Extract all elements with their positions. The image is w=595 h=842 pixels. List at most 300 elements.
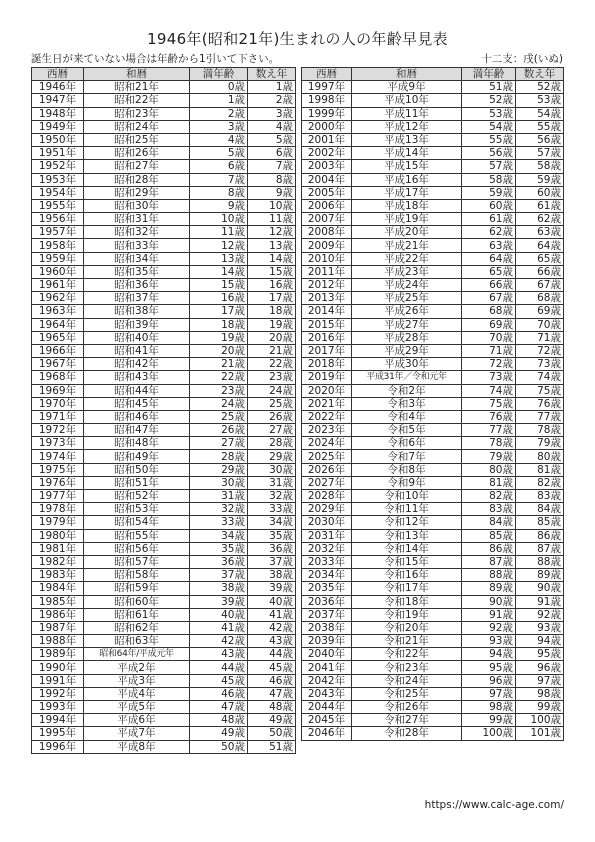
cell-seireki: 2006年: [302, 199, 352, 212]
cell-seireki: 1968年: [32, 371, 84, 384]
cell-kazoe-doshi: 68歳: [516, 292, 564, 305]
cell-man-nenrei: 95歳: [462, 661, 516, 674]
table-row: [302, 542, 564, 555]
table-row: [32, 476, 296, 489]
cell-wareki: 昭和24年: [84, 120, 190, 133]
table-row: [302, 714, 564, 727]
cell-seireki: 2013年: [302, 292, 352, 305]
cell-man-nenrei: 48歳: [190, 714, 248, 727]
cell-kazoe-doshi: 24歳: [248, 384, 296, 397]
cell-kazoe-doshi: 93歳: [516, 621, 564, 634]
cell-kazoe-doshi: 70歳: [516, 318, 564, 331]
cell-wareki: 平成14年: [352, 147, 462, 160]
cell-man-nenrei: 75歳: [462, 397, 516, 410]
cell-man-nenrei: 73歳: [462, 371, 516, 384]
header-seireki: 西暦: [302, 68, 352, 81]
cell-wareki: 昭和55年: [84, 529, 190, 542]
table-row: [32, 674, 296, 687]
cell-wareki: 昭和38年: [84, 305, 190, 318]
table-row: [32, 555, 296, 568]
cell-kazoe-doshi: 20歳: [248, 331, 296, 344]
table-row: [302, 94, 564, 107]
cell-wareki: 令和3年: [352, 397, 462, 410]
cell-seireki: 1973年: [32, 437, 84, 450]
cell-kazoe-doshi: 27歳: [248, 424, 296, 437]
cell-wareki: 平成24年: [352, 279, 462, 292]
cell-wareki: 昭和46年: [84, 410, 190, 423]
cell-kazoe-doshi: 46歳: [248, 674, 296, 687]
cell-man-nenrei: 55歳: [462, 133, 516, 146]
age-table-left: [31, 67, 296, 754]
cell-man-nenrei: 64歳: [462, 252, 516, 265]
cell-seireki: 2043年: [302, 687, 352, 700]
table-row: [32, 186, 296, 199]
cell-wareki: 令和11年: [352, 503, 462, 516]
table-row: [32, 173, 296, 186]
table-row: [302, 384, 564, 397]
table-row: [302, 186, 564, 199]
cell-kazoe-doshi: 44歳: [248, 648, 296, 661]
cell-man-nenrei: 32歳: [190, 503, 248, 516]
cell-man-nenrei: 26歳: [190, 424, 248, 437]
cell-wareki: 昭和43年: [84, 371, 190, 384]
cell-seireki: 1986年: [32, 608, 84, 621]
cell-man-nenrei: 29歳: [190, 463, 248, 476]
table-row: [32, 595, 296, 608]
cell-seireki: 2016年: [302, 331, 352, 344]
cell-wareki: 昭和36年: [84, 279, 190, 292]
cell-seireki: 1995年: [32, 727, 84, 740]
cell-kazoe-doshi: 26歳: [248, 410, 296, 423]
cell-seireki: 2046年: [302, 727, 352, 740]
cell-kazoe-doshi: 2歳: [248, 94, 296, 107]
cell-kazoe-doshi: 75歳: [516, 384, 564, 397]
table-row: [32, 305, 296, 318]
table-row: [32, 358, 296, 371]
cell-seireki: 1965年: [32, 331, 84, 344]
cell-seireki: 1966年: [32, 344, 84, 357]
cell-wareki: 平成23年: [352, 265, 462, 278]
table-row: [302, 450, 564, 463]
table-row: [302, 226, 564, 239]
cell-seireki: 2026年: [302, 463, 352, 476]
cell-wareki: 令和19年: [352, 608, 462, 621]
cell-kazoe-doshi: 15歳: [248, 265, 296, 278]
cell-wareki: 平成22年: [352, 252, 462, 265]
table-row: [32, 160, 296, 173]
cell-man-nenrei: 91歳: [462, 608, 516, 621]
table-row: [302, 463, 564, 476]
cell-seireki: 1978年: [32, 503, 84, 516]
header-seireki: 西暦: [32, 68, 84, 81]
cell-kazoe-doshi: 31歳: [248, 476, 296, 489]
cell-man-nenrei: 51歳: [462, 81, 516, 94]
cell-seireki: 2027年: [302, 476, 352, 489]
table-row: [32, 424, 296, 437]
cell-wareki: 平成7年: [84, 727, 190, 740]
cell-seireki: 2031年: [302, 529, 352, 542]
cell-man-nenrei: 37歳: [190, 569, 248, 582]
cell-wareki: 昭和56年: [84, 542, 190, 555]
cell-seireki: 1987年: [32, 621, 84, 634]
cell-kazoe-doshi: 86歳: [516, 529, 564, 542]
cell-wareki: 昭和25年: [84, 133, 190, 146]
cell-seireki: 1960年: [32, 265, 84, 278]
cell-man-nenrei: 79歳: [462, 450, 516, 463]
cell-seireki: 2045年: [302, 714, 352, 727]
cell-kazoe-doshi: 66歳: [516, 265, 564, 278]
table-row: [302, 621, 564, 634]
cell-man-nenrei: 38歳: [190, 582, 248, 595]
cell-man-nenrei: 52歳: [462, 94, 516, 107]
cell-seireki: 1957年: [32, 226, 84, 239]
cell-man-nenrei: 53歳: [462, 107, 516, 120]
zodiac-label: 十二支：戌(いぬ): [481, 53, 563, 65]
header-kazoe-doshi: 数え年: [248, 68, 296, 81]
cell-wareki: 令和16年: [352, 569, 462, 582]
table-row: [302, 160, 564, 173]
cell-wareki: 平成13年: [352, 133, 462, 146]
cell-man-nenrei: 16歳: [190, 292, 248, 305]
cell-man-nenrei: 89歳: [462, 582, 516, 595]
cell-seireki: 2019年: [302, 371, 352, 384]
cell-kazoe-doshi: 52歳: [516, 81, 564, 94]
table-row: [302, 133, 564, 146]
cell-man-nenrei: 62歳: [462, 226, 516, 239]
cell-kazoe-doshi: 55歳: [516, 120, 564, 133]
cell-man-nenrei: 10歳: [190, 213, 248, 226]
table-row: [32, 292, 296, 305]
cell-kazoe-doshi: 63歳: [516, 226, 564, 239]
table-row: [32, 94, 296, 107]
cell-man-nenrei: 56歳: [462, 147, 516, 160]
cell-wareki: 令和2年: [352, 384, 462, 397]
cell-man-nenrei: 70歳: [462, 331, 516, 344]
cell-wareki: 令和23年: [352, 661, 462, 674]
table-row: [32, 582, 296, 595]
cell-seireki: 2005年: [302, 186, 352, 199]
cell-seireki: 1949年: [32, 120, 84, 133]
cell-kazoe-doshi: 83歳: [516, 490, 564, 503]
cell-kazoe-doshi: 39歳: [248, 582, 296, 595]
cell-kazoe-doshi: 25歳: [248, 397, 296, 410]
cell-seireki: 2009年: [302, 239, 352, 252]
cell-man-nenrei: 20歳: [190, 344, 248, 357]
header-kazoe-doshi: 数え年: [516, 68, 564, 81]
table-row: [32, 331, 296, 344]
table-row: [32, 687, 296, 700]
cell-kazoe-doshi: 91歳: [516, 595, 564, 608]
cell-kazoe-doshi: 22歳: [248, 358, 296, 371]
page-title: 1946年(昭和21年)生まれの人の年齢早見表: [147, 30, 448, 48]
cell-seireki: 2044年: [302, 701, 352, 714]
cell-wareki: 平成21年: [352, 239, 462, 252]
cell-seireki: 1981年: [32, 542, 84, 555]
cell-man-nenrei: 90歳: [462, 595, 516, 608]
cell-man-nenrei: 44歳: [190, 661, 248, 674]
table-row: [302, 331, 564, 344]
cell-seireki: 1984年: [32, 582, 84, 595]
cell-wareki: 令和4年: [352, 410, 462, 423]
cell-wareki: 昭和52年: [84, 490, 190, 503]
cell-man-nenrei: 100歳: [462, 727, 516, 740]
cell-kazoe-doshi: 49歳: [248, 714, 296, 727]
cell-kazoe-doshi: 3歳: [248, 107, 296, 120]
cell-kazoe-doshi: 100歳: [516, 714, 564, 727]
cell-kazoe-doshi: 65歳: [516, 252, 564, 265]
cell-kazoe-doshi: 73歳: [516, 358, 564, 371]
table-row: [32, 120, 296, 133]
cell-seireki: 1947年: [32, 94, 84, 107]
header-man-nenrei: 満年齢: [462, 68, 516, 81]
cell-kazoe-doshi: 79歳: [516, 437, 564, 450]
table-row: [32, 701, 296, 714]
cell-wareki: 平成28年: [352, 331, 462, 344]
cell-kazoe-doshi: 58歳: [516, 160, 564, 173]
cell-man-nenrei: 57歳: [462, 160, 516, 173]
cell-man-nenrei: 18歳: [190, 318, 248, 331]
cell-man-nenrei: 86歳: [462, 542, 516, 555]
cell-kazoe-doshi: 14歳: [248, 252, 296, 265]
table-row: [32, 608, 296, 621]
cell-seireki: 1975年: [32, 463, 84, 476]
cell-kazoe-doshi: 60歳: [516, 186, 564, 199]
table-row: [32, 516, 296, 529]
cell-wareki: 平成19年: [352, 213, 462, 226]
cell-wareki: 昭和63年: [84, 635, 190, 648]
table-row: [302, 358, 564, 371]
table-row: [32, 279, 296, 292]
cell-man-nenrei: 68歳: [462, 305, 516, 318]
cell-wareki: 平成9年: [352, 81, 462, 94]
cell-kazoe-doshi: 71歳: [516, 331, 564, 344]
cell-seireki: 1985年: [32, 595, 84, 608]
cell-wareki: 昭和28年: [84, 173, 190, 186]
table-row: [32, 661, 296, 674]
cell-seireki: 1959年: [32, 252, 84, 265]
cell-man-nenrei: 5歳: [190, 147, 248, 160]
cell-man-nenrei: 27歳: [190, 437, 248, 450]
cell-man-nenrei: 67歳: [462, 292, 516, 305]
table-row: [32, 81, 296, 94]
cell-man-nenrei: 99歳: [462, 714, 516, 727]
cell-kazoe-doshi: 62歳: [516, 213, 564, 226]
table-row: [32, 569, 296, 582]
cell-man-nenrei: 17歳: [190, 305, 248, 318]
cell-seireki: 1997年: [302, 81, 352, 94]
table-row: [32, 740, 296, 753]
cell-wareki: 昭和32年: [84, 226, 190, 239]
cell-wareki: 昭和48年: [84, 437, 190, 450]
cell-kazoe-doshi: 84歳: [516, 503, 564, 516]
cell-man-nenrei: 92歳: [462, 621, 516, 634]
cell-man-nenrei: 6歳: [190, 160, 248, 173]
table-row: [302, 727, 564, 740]
cell-wareki: 令和25年: [352, 687, 462, 700]
cell-kazoe-doshi: 42歳: [248, 621, 296, 634]
cell-wareki: 平成5年: [84, 701, 190, 714]
cell-man-nenrei: 61歳: [462, 213, 516, 226]
table-row: [32, 384, 296, 397]
cell-wareki: 昭和27年: [84, 160, 190, 173]
cell-kazoe-doshi: 98歳: [516, 687, 564, 700]
cell-wareki: 昭和54年: [84, 516, 190, 529]
cell-man-nenrei: 45歳: [190, 674, 248, 687]
table-row: [302, 582, 564, 595]
cell-wareki: 平成12年: [352, 120, 462, 133]
table-row: [302, 674, 564, 687]
cell-wareki: 平成26年: [352, 305, 462, 318]
cell-kazoe-doshi: 13歳: [248, 239, 296, 252]
cell-kazoe-doshi: 7歳: [248, 160, 296, 173]
cell-seireki: 1961年: [32, 279, 84, 292]
table-row: [302, 252, 564, 265]
cell-man-nenrei: 80歳: [462, 463, 516, 476]
cell-wareki: 令和26年: [352, 701, 462, 714]
table-row: [302, 569, 564, 582]
cell-kazoe-doshi: 67歳: [516, 279, 564, 292]
cell-wareki: 平成20年: [352, 226, 462, 239]
table-row: [32, 542, 296, 555]
cell-man-nenrei: 87歳: [462, 555, 516, 568]
cell-seireki: 2021年: [302, 397, 352, 410]
table-row: [32, 490, 296, 503]
table-body-right: [302, 81, 564, 740]
cell-kazoe-doshi: 11歳: [248, 213, 296, 226]
cell-kazoe-doshi: 56歳: [516, 133, 564, 146]
cell-kazoe-doshi: 81歳: [516, 463, 564, 476]
table-row: [302, 199, 564, 212]
cell-wareki: 令和18年: [352, 595, 462, 608]
table-row: [32, 265, 296, 278]
cell-seireki: 2011年: [302, 265, 352, 278]
cell-man-nenrei: 25歳: [190, 410, 248, 423]
cell-seireki: 1952年: [32, 160, 84, 173]
cell-seireki: 1955年: [32, 199, 84, 212]
table-row: [302, 371, 564, 384]
cell-wareki: 昭和44年: [84, 384, 190, 397]
cell-wareki: 昭和35年: [84, 265, 190, 278]
table-row: [302, 516, 564, 529]
cell-seireki: 2020年: [302, 384, 352, 397]
table-row: [302, 239, 564, 252]
cell-man-nenrei: 12歳: [190, 239, 248, 252]
table-row: [32, 226, 296, 239]
cell-kazoe-doshi: 1歳: [248, 81, 296, 94]
cell-kazoe-doshi: 77歳: [516, 410, 564, 423]
cell-seireki: 1963年: [32, 305, 84, 318]
table-row: [32, 147, 296, 160]
cell-seireki: 1980年: [32, 529, 84, 542]
cell-kazoe-doshi: 5歳: [248, 133, 296, 146]
cell-man-nenrei: 88歳: [462, 569, 516, 582]
cell-kazoe-doshi: 89歳: [516, 569, 564, 582]
cell-seireki: 1988年: [32, 635, 84, 648]
table-row: [302, 648, 564, 661]
table-header-row: [302, 68, 564, 81]
cell-kazoe-doshi: 97歳: [516, 674, 564, 687]
cell-man-nenrei: 85歳: [462, 529, 516, 542]
cell-man-nenrei: 50歳: [190, 740, 248, 753]
cell-kazoe-doshi: 53歳: [516, 94, 564, 107]
cell-wareki: 平成4年: [84, 687, 190, 700]
cell-kazoe-doshi: 94歳: [516, 635, 564, 648]
cell-wareki: 令和12年: [352, 516, 462, 529]
table-row: [32, 635, 296, 648]
cell-wareki: 平成18年: [352, 199, 462, 212]
table-row: [302, 555, 564, 568]
cell-wareki: 平成29年: [352, 344, 462, 357]
cell-seireki: 2039年: [302, 635, 352, 648]
cell-wareki: 昭和62年: [84, 621, 190, 634]
cell-wareki: 昭和22年: [84, 94, 190, 107]
cell-seireki: 1970年: [32, 397, 84, 410]
table-row: [32, 727, 296, 740]
cell-seireki: 1951年: [32, 147, 84, 160]
cell-wareki: 令和24年: [352, 674, 462, 687]
cell-kazoe-doshi: 32歳: [248, 490, 296, 503]
cell-kazoe-doshi: 9歳: [248, 186, 296, 199]
cell-wareki: 令和7年: [352, 450, 462, 463]
table-row: [32, 213, 296, 226]
cell-wareki: 昭和34年: [84, 252, 190, 265]
cell-kazoe-doshi: 23歳: [248, 371, 296, 384]
cell-kazoe-doshi: 35歳: [248, 529, 296, 542]
cell-kazoe-doshi: 36歳: [248, 542, 296, 555]
cell-seireki: 2037年: [302, 608, 352, 621]
cell-man-nenrei: 3歳: [190, 120, 248, 133]
cell-seireki: 1993年: [32, 701, 84, 714]
cell-wareki: 令和13年: [352, 529, 462, 542]
cell-man-nenrei: 69歳: [462, 318, 516, 331]
cell-wareki: 令和14年: [352, 542, 462, 555]
cell-kazoe-doshi: 40歳: [248, 595, 296, 608]
table-row: [302, 107, 564, 120]
cell-man-nenrei: 23歳: [190, 384, 248, 397]
cell-seireki: 2030年: [302, 516, 352, 529]
cell-wareki: 令和28年: [352, 727, 462, 740]
cell-kazoe-doshi: 37歳: [248, 555, 296, 568]
table-row: [302, 173, 564, 186]
cell-man-nenrei: 65歳: [462, 265, 516, 278]
cell-seireki: 2012年: [302, 279, 352, 292]
table-row: [32, 410, 296, 423]
cell-seireki: 2029年: [302, 503, 352, 516]
cell-man-nenrei: 82歳: [462, 490, 516, 503]
cell-kazoe-doshi: 54歳: [516, 107, 564, 120]
cell-seireki: 2033年: [302, 555, 352, 568]
cell-kazoe-doshi: 29歳: [248, 450, 296, 463]
cell-kazoe-doshi: 4歳: [248, 120, 296, 133]
cell-kazoe-doshi: 76歳: [516, 397, 564, 410]
cell-kazoe-doshi: 41歳: [248, 608, 296, 621]
cell-wareki: 平成2年: [84, 661, 190, 674]
table-row: [302, 490, 564, 503]
cell-man-nenrei: 31歳: [190, 490, 248, 503]
cell-kazoe-doshi: 57歳: [516, 147, 564, 160]
cell-kazoe-doshi: 74歳: [516, 371, 564, 384]
cell-wareki: 昭和59年: [84, 582, 190, 595]
cell-wareki: 令和5年: [352, 424, 462, 437]
table-row: [32, 107, 296, 120]
cell-wareki: 昭和57年: [84, 555, 190, 568]
table-row: [32, 437, 296, 450]
cell-kazoe-doshi: 78歳: [516, 424, 564, 437]
cell-man-nenrei: 11歳: [190, 226, 248, 239]
cell-seireki: 2007年: [302, 213, 352, 226]
cell-wareki: 令和6年: [352, 437, 462, 450]
cell-man-nenrei: 22歳: [190, 371, 248, 384]
